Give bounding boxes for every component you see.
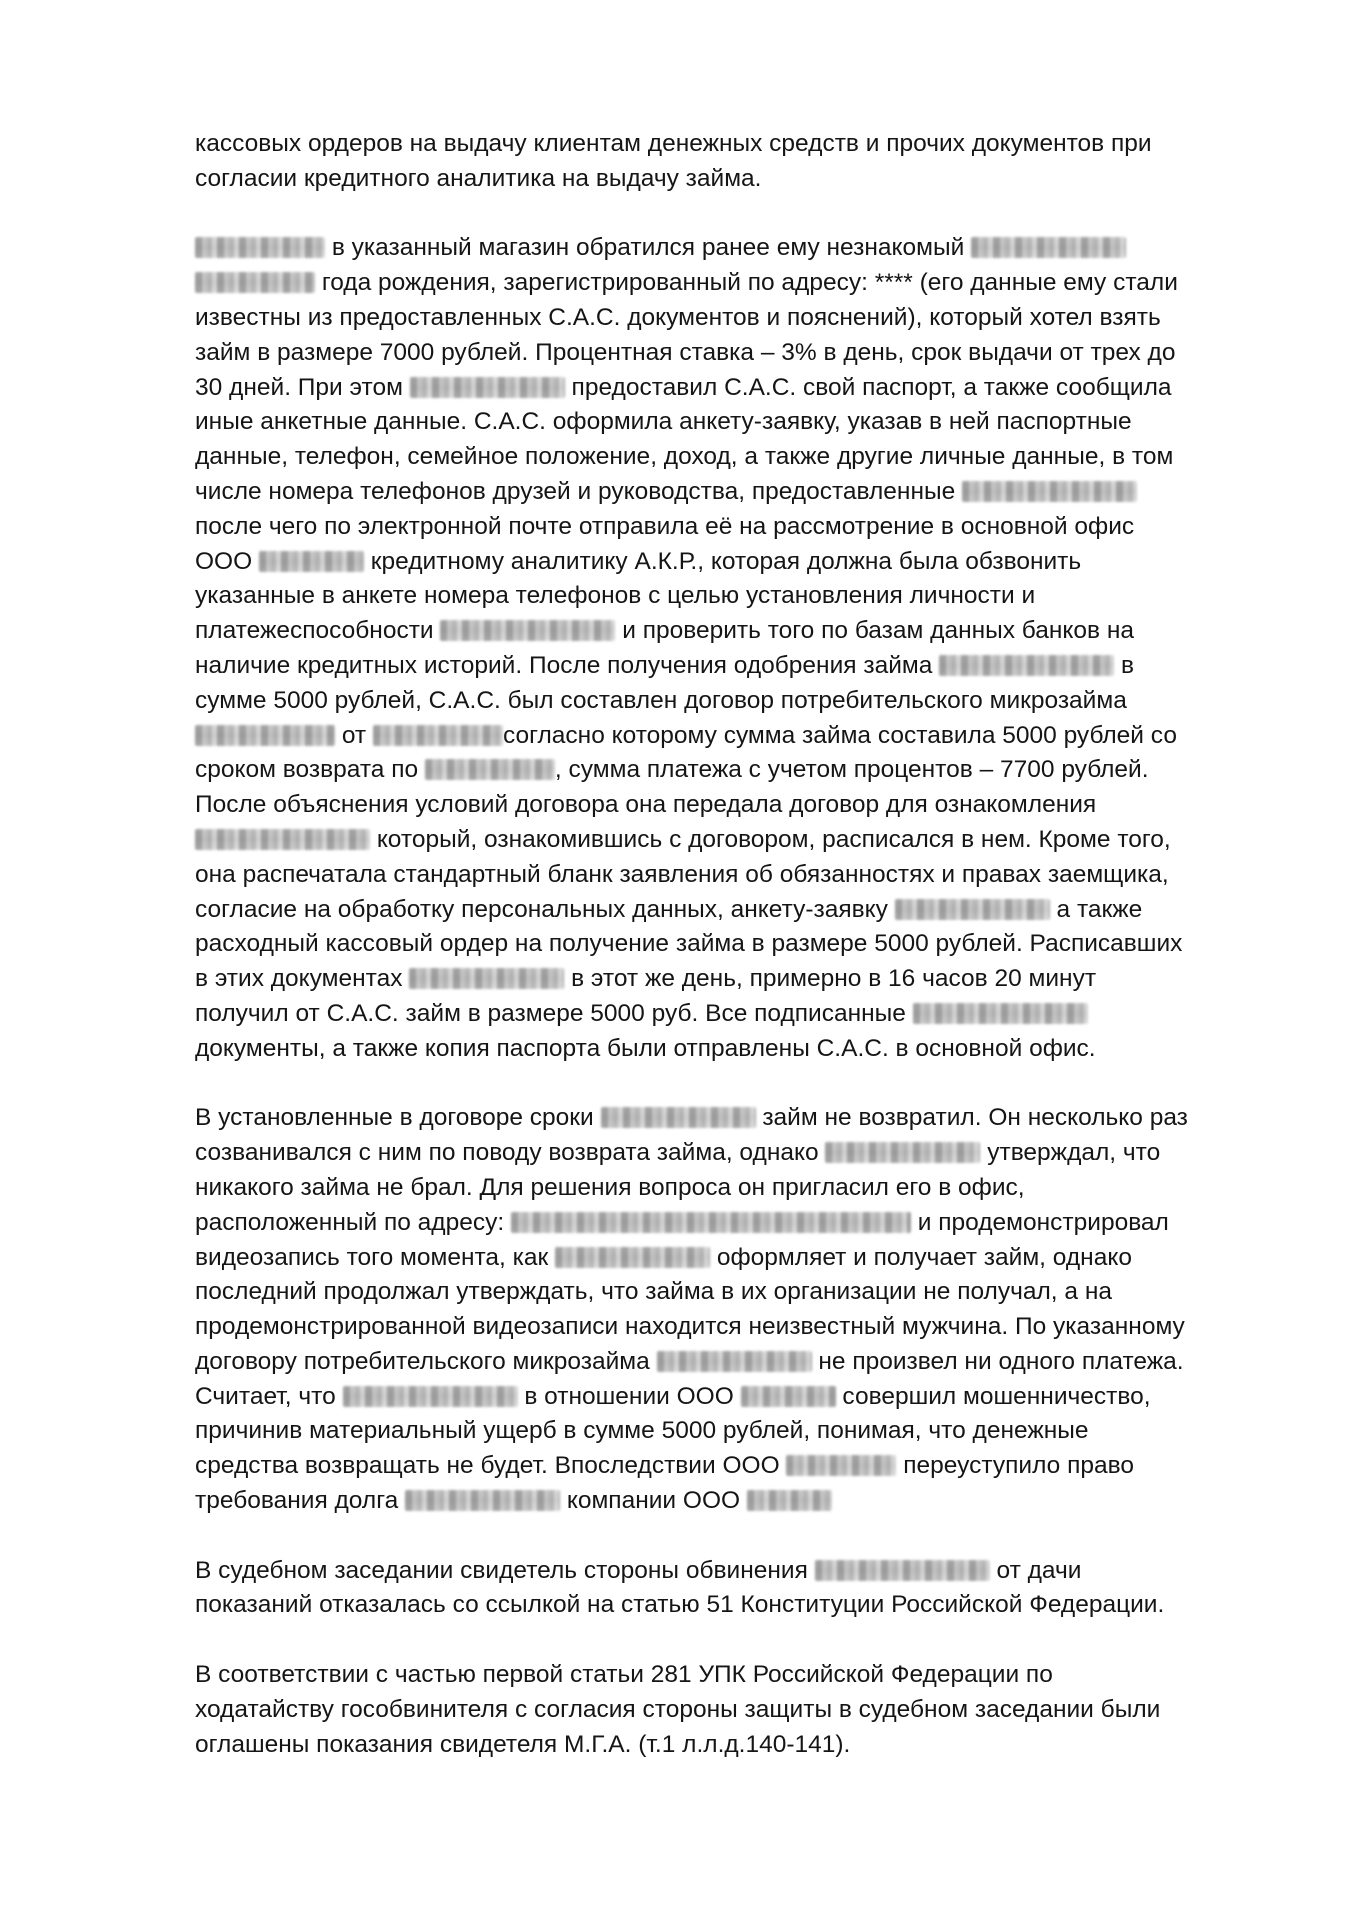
redacted-date — [195, 237, 325, 258]
text-segment: причинив материальный ущерб в сумме 5000 рублей, понимая, что денежные — [195, 1417, 1089, 1445]
text-segment: от — [341, 721, 367, 749]
text-segment: видеозапись того момента, как — [195, 1243, 549, 1271]
redacted-name — [601, 1107, 756, 1128]
redacted-name — [962, 481, 1137, 502]
text-segment: наличие кредитных историй. После получения одобрения займа — [195, 651, 933, 679]
text-line — [195, 301, 1265, 336]
redacted-address — [511, 1212, 911, 1233]
text-line — [195, 336, 1265, 371]
text-line — [195, 1380, 1265, 1415]
text-segment: компании ООО — [566, 1487, 741, 1515]
text-segment: расходный кассовый ордер на получение займа в размере 5000 рублей. Расписавших — [195, 930, 1183, 958]
text-line — [195, 788, 1265, 823]
redacted-name — [895, 899, 1050, 920]
text-segment: кассовых ордеров на выдачу клиентам денежных средств и прочих документов при — [195, 130, 1152, 157]
text-segment: созванивался с ним по поводу возврата займа, однако — [195, 1139, 819, 1167]
text-segment: 30 дней. При этом — [195, 373, 403, 401]
text-segment: В установленные в договоре сроки — [195, 1104, 594, 1132]
redacted-birthdate — [195, 272, 315, 293]
text-segment: согласно которому сумма займа составила 5000 рублей со — [502, 721, 1177, 749]
text-line — [195, 893, 1265, 928]
paragraph-3 — [195, 1101, 1265, 1519]
redacted-company — [786, 1455, 896, 1476]
text-line — [195, 1206, 1265, 1241]
text-segment: она распечатала стандартный бланк заявления об обязанностях и правах заемщика, — [195, 860, 1169, 888]
text-line — [195, 266, 1265, 301]
text-segment: получил от С.А.С. займ в размере 5000 руб. Все подписанные — [195, 999, 906, 1027]
redacted-date — [373, 725, 503, 746]
redacted-name — [343, 1386, 518, 1407]
text-line — [195, 1693, 1265, 1728]
text-segment: переуступило право — [903, 1452, 1134, 1480]
text-line — [195, 1136, 1265, 1171]
text-segment: В соответствии с частью первой статьи 281 УПК Российской Федерации по — [195, 1661, 1053, 1689]
text-segment: который, ознакомившись с договором, расписался в нем. Кроме того, — [376, 825, 1171, 853]
text-segment: показаний отказалась со ссылкой на статью 51 Конституции Российской Федерации. — [195, 1591, 1165, 1619]
text-line — [195, 440, 1265, 475]
text-line — [195, 927, 1265, 962]
redacted-company — [741, 1386, 836, 1407]
text-line — [195, 1588, 1265, 1623]
text-segment: согласии кредитного аналитика на выдачу займа. — [195, 164, 762, 192]
text-line — [195, 649, 1265, 684]
text-segment: и проверить того по базам данных банков на — [622, 617, 1135, 645]
text-line — [195, 1310, 1265, 1345]
redacted-name — [405, 1490, 560, 1511]
text-segment: в указанный магазин обратился ранее ему незнакомый — [331, 234, 965, 262]
text-line — [195, 1414, 1265, 1449]
text-line — [195, 614, 1265, 649]
text-segment: согласие на обработку персональных данных, анкету-заявку — [195, 895, 888, 923]
redacted-name — [939, 655, 1114, 676]
text-line — [195, 1241, 1265, 1276]
paragraph-1 — [195, 127, 1265, 197]
text-segment: кредитному аналитику А.К.Р., которая должна была обзвонить — [370, 547, 1082, 575]
text-segment: в этих документах — [195, 965, 403, 993]
paragraph-4 — [195, 1554, 1265, 1624]
text-line — [195, 545, 1265, 580]
text-line — [195, 1728, 1265, 1763]
text-segment: иные анкетные данные. С.А.С. оформила анкету-заявку, указав в ней паспортные — [195, 408, 1132, 436]
text-line — [195, 1101, 1265, 1136]
text-segment: а также — [1056, 895, 1143, 923]
text-line — [195, 371, 1265, 406]
text-segment: сроком возврата по — [195, 756, 419, 784]
text-segment: требования долга — [195, 1487, 399, 1515]
text-segment: средства возвращать не будет. Впоследствии ООО — [195, 1452, 780, 1480]
text-segment: указанные в анкете номера телефонов с целью установления личности и — [195, 582, 1036, 610]
text-line — [195, 405, 1265, 440]
redacted-name — [913, 1003, 1088, 1024]
text-segment: числе номера телефонов друзей и руководства, предоставленные — [195, 477, 956, 505]
text-line — [195, 684, 1265, 719]
text-segment: займ не возвратил. Он несколько раз — [762, 1104, 1188, 1132]
text-segment: оглашены показания свидетеля М.Г.А. (т.1 л.л.д.140-141). — [195, 1730, 851, 1758]
text-segment: предоставил С.А.С. свой паспорт, а также сообщила — [571, 373, 1172, 401]
text-line — [195, 475, 1265, 510]
text-segment: В судебном заседании свидетель стороны обвинения — [195, 1556, 808, 1584]
redacted-name — [410, 377, 565, 398]
text-line — [195, 579, 1265, 614]
text-segment: утверждал, что — [987, 1139, 1161, 1167]
redacted-name — [815, 1560, 990, 1581]
text-segment: данные, телефон, семейное положение, доход, а также другие личные данные, в том — [195, 443, 1174, 471]
text-segment: сумме 5000 рублей, С.А.С. был составлен договор потребительского микрозайма — [195, 686, 1127, 714]
text-line — [195, 127, 1265, 162]
paragraph-2 — [195, 231, 1265, 1066]
text-segment: платежеспособности — [195, 617, 434, 645]
text-segment: договору потребительского микрозайма — [195, 1347, 650, 1375]
text-segment: ходатайству гособвинителя с согласия стороны защиты в судебном заседании были — [195, 1695, 1161, 1723]
text-line — [195, 719, 1265, 754]
text-segment: не произвел ни одного платежа. — [818, 1347, 1184, 1375]
redacted-name — [825, 1142, 980, 1163]
text-segment: займ в размере 7000 рублей. Процентная ставка – 3% в день, срок выдачи от трех до — [195, 338, 1176, 366]
text-segment: расположенный по адресу: — [195, 1208, 505, 1236]
text-line — [195, 962, 1265, 997]
text-line — [195, 510, 1265, 545]
redacted-name — [657, 1351, 812, 1372]
text-segment: от дачи — [996, 1556, 1082, 1584]
redacted-name — [440, 620, 615, 641]
text-line — [195, 1032, 1265, 1067]
text-line — [195, 1554, 1265, 1589]
text-line — [195, 823, 1265, 858]
text-line — [195, 231, 1265, 266]
text-line — [195, 1345, 1265, 1380]
text-segment: никакого займа не брал. Для решения вопроса он пригласил его в офис, — [195, 1173, 1025, 1201]
text-segment: в этот же день, примерно в 16 часов 20 минут — [571, 965, 1097, 993]
text-line — [195, 858, 1265, 893]
text-line — [195, 1449, 1265, 1484]
text-line — [195, 162, 1265, 197]
redacted-company — [747, 1490, 832, 1511]
redacted-name — [555, 1247, 710, 1268]
text-segment: совершил мошенничество, — [842, 1382, 1151, 1410]
redacted-name — [409, 968, 564, 989]
text-segment: продемонстрированной видеозаписи находится неизвестный мужчина. По указанному — [195, 1313, 1185, 1341]
text-segment: в — [1120, 651, 1134, 679]
redacted-date — [425, 759, 555, 780]
text-segment: , сумма платежа с учетом процентов – 7700 рублей. — [554, 756, 1149, 784]
text-segment: года рождения, зарегистрированный по адресу: **** (его данные ему стали — [321, 269, 1178, 297]
text-segment: последний продолжал утверждать, что займа в их организации не получал, а на — [195, 1278, 1112, 1306]
text-segment: Считает, что — [195, 1382, 336, 1410]
paragraph-5 — [195, 1658, 1265, 1762]
text-line — [195, 1658, 1265, 1693]
redacted-name — [971, 237, 1126, 258]
text-segment: После объяснения условий договора она передала договор для ознакомления — [195, 791, 1097, 819]
text-segment: документы, а также копия паспорта были отправлены С.А.С. в основной офис. — [195, 1034, 1096, 1062]
text-line — [195, 1484, 1265, 1519]
text-line — [195, 1275, 1265, 1310]
text-line — [195, 753, 1265, 788]
text-line — [195, 1171, 1265, 1206]
text-line — [195, 997, 1265, 1032]
redacted-company — [259, 551, 364, 572]
text-segment: и продемонстрировал — [917, 1208, 1169, 1236]
text-segment: оформляет и получает займ, однако — [716, 1243, 1132, 1271]
redacted-name — [195, 829, 370, 850]
text-segment: после чего по электронной почте отправила её на рассмотрение в основной офис — [195, 512, 1135, 540]
redacted-contract-number — [195, 725, 335, 746]
document-body — [195, 127, 1265, 1762]
text-segment: ООО — [195, 547, 253, 575]
text-segment: в отношении ООО — [524, 1382, 734, 1410]
text-segment: известны из предоставленных С.А.С. документов и пояснений), который хотел взять — [195, 303, 1161, 331]
